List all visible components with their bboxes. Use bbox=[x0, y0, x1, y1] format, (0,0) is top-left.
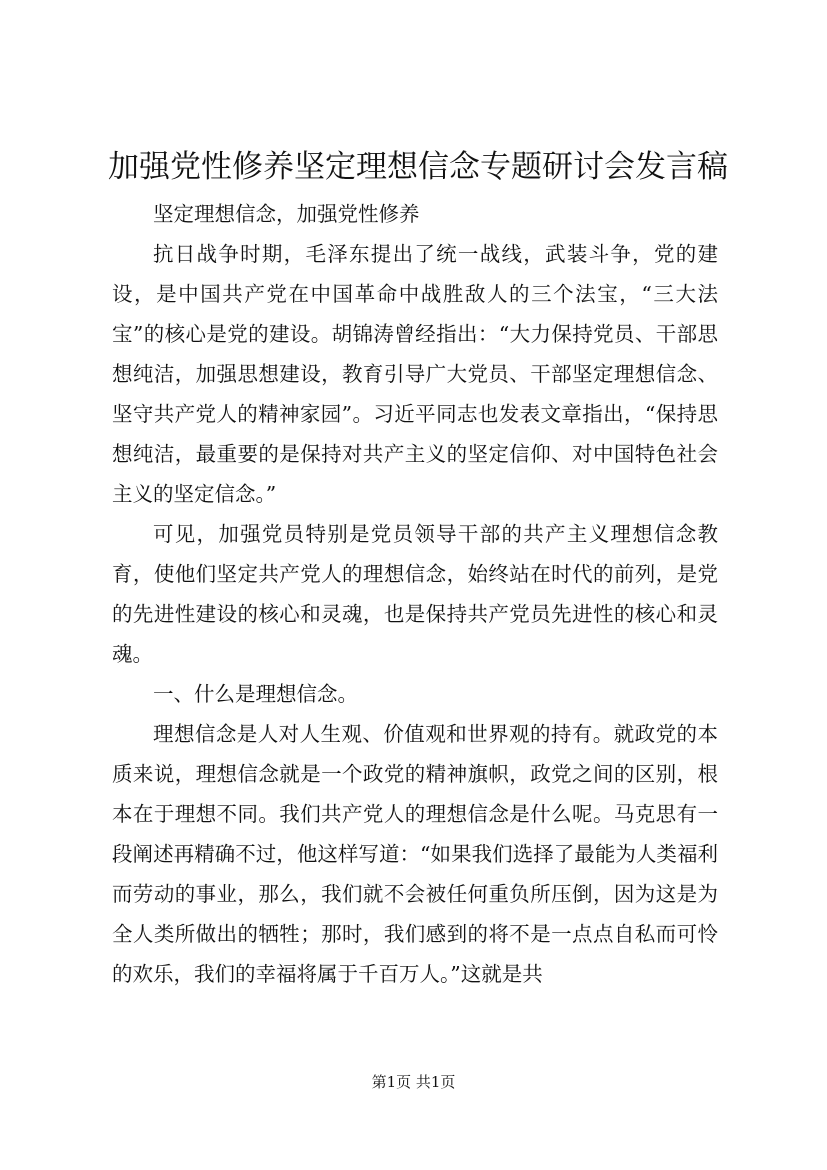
body-paragraph: 理想信念是人对人生观、价值观和世界观的持有。就政党的本质来说，理想信念就是一个政党的精神旗帜，政党之间的区别，根本在于理想不同。我们共产党人的理想信念是什么呢。马克思有一段阐述再精确不过，他这样写道：“如果我们选择了最能为人类福利而劳动的事业，那么，我们就不会被任何重负所压倒，因为这是为全人类所做出的牺牲；那时，我们感到的将不是一点点自私而可怜的欢乐，我们的幸福将属于千百万人。”这就是共 bbox=[112, 722, 718, 986]
section-heading: 一、什么是理想信念。 bbox=[153, 682, 358, 706]
document-body bbox=[112, 194, 718, 994]
document-title: 加强党性修养坚定理想信念专题研讨会发言稿 bbox=[108, 149, 728, 185]
page-footer: 第1页 共1页 bbox=[371, 1073, 456, 1091]
body-paragraph: 可见，加强党员特别是党员领导干部的共产主义理想信念教育，使他们坚定共产党人的理想信念，始终站在时代的前列，是党的先进性建设的核心和灵魂，也是保持共产党员先进性的核心和灵魂。 bbox=[112, 522, 718, 666]
body-paragraph: 抗日战争时期，毛泽东提出了统一战线，武装斗争，党的建设，是中国共产党在中国革命中战胜敌人的三个法宝，“三大法宝”的核心是党的建设。胡锦涛曾经指出：“大力保持党员、干部思想纯洁，加强思想建设，教育引导广大党员、干部坚定理想信念、坚守共产党人的精神家园”。习近平同志也发表文章指出，“保持思想纯洁，最重要的是保持对共产主义的坚定信仰、对中国特色社会主义的坚定信念。” bbox=[112, 242, 718, 506]
subtitle-paragraph: 坚定理想信念，加强党性修养 bbox=[153, 202, 420, 226]
